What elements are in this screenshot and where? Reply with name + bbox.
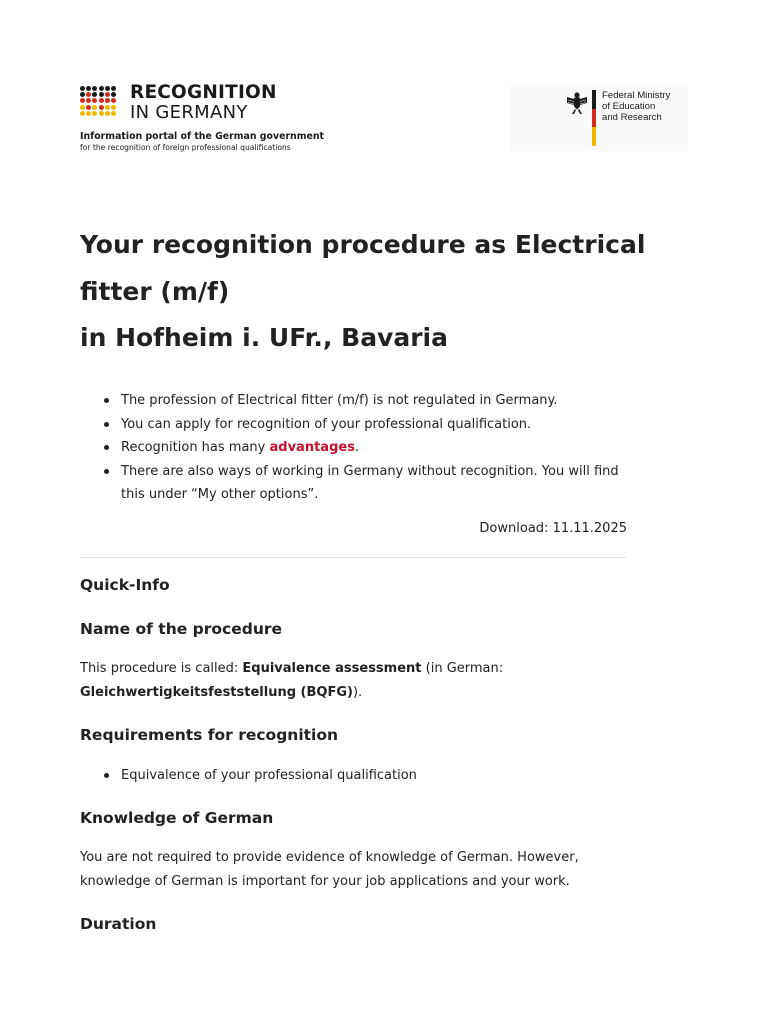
german-flag-bar	[592, 90, 596, 146]
logo-subtitle: IN GERMANY	[130, 102, 248, 123]
german-knowledge-heading: Knowledge of German	[80, 809, 274, 827]
list-item: The profession of Electrical fitter (m/f) is not regulated in Germany.	[121, 389, 641, 413]
list-item: There are also ways of working in Germany without recognition. You will find this under “My other options”.	[121, 460, 641, 507]
logo-title: RECOGNITION	[130, 82, 277, 103]
quick-info-heading: Quick-Info	[80, 576, 170, 594]
federal-ministry-logo[interactable]	[510, 85, 688, 151]
list-item: Recognition has many advantages.	[121, 436, 641, 460]
summary-list	[121, 389, 641, 507]
logo-tagline: Information portal of the German government	[80, 131, 325, 142]
german-knowledge-text: You are not required to provide evidence of knowledge of German. However, knowledge of German is important for your job applications and your work.	[80, 850, 579, 889]
list-item: You can apply for recognition of your professional qualification.	[121, 413, 641, 437]
ministry-name: Federal Ministry of Education and Research	[602, 90, 671, 123]
page-title: Your recognition procedure as Electrical fitter (m/f) in Hofheim i. UFr., Bavaria	[80, 230, 646, 352]
requirements-list	[121, 764, 417, 787]
list-item: Equivalence of your professional qualification	[121, 764, 417, 787]
divider	[80, 557, 627, 558]
procedure-name-heading: Name of the procedure	[80, 620, 283, 638]
download-date: Download: 11.11.2025	[479, 521, 627, 536]
logo-tagline-sub: for the recognition of foreign professional qualifications	[80, 143, 291, 152]
dot-grid-icon	[80, 86, 118, 116]
requirements-heading: Requirements for recognition	[80, 726, 339, 744]
procedure-name-text: This procedure is called: Equivalence assessment (in German: Gleichwertigkeitsfeststellung (BQFG)).	[80, 661, 504, 700]
duration-heading: Duration	[80, 915, 157, 933]
recognition-in-germany-logo[interactable]	[80, 82, 325, 163]
advantages-link[interactable]: advantages	[269, 440, 355, 455]
federal-eagle-icon	[566, 91, 588, 115]
